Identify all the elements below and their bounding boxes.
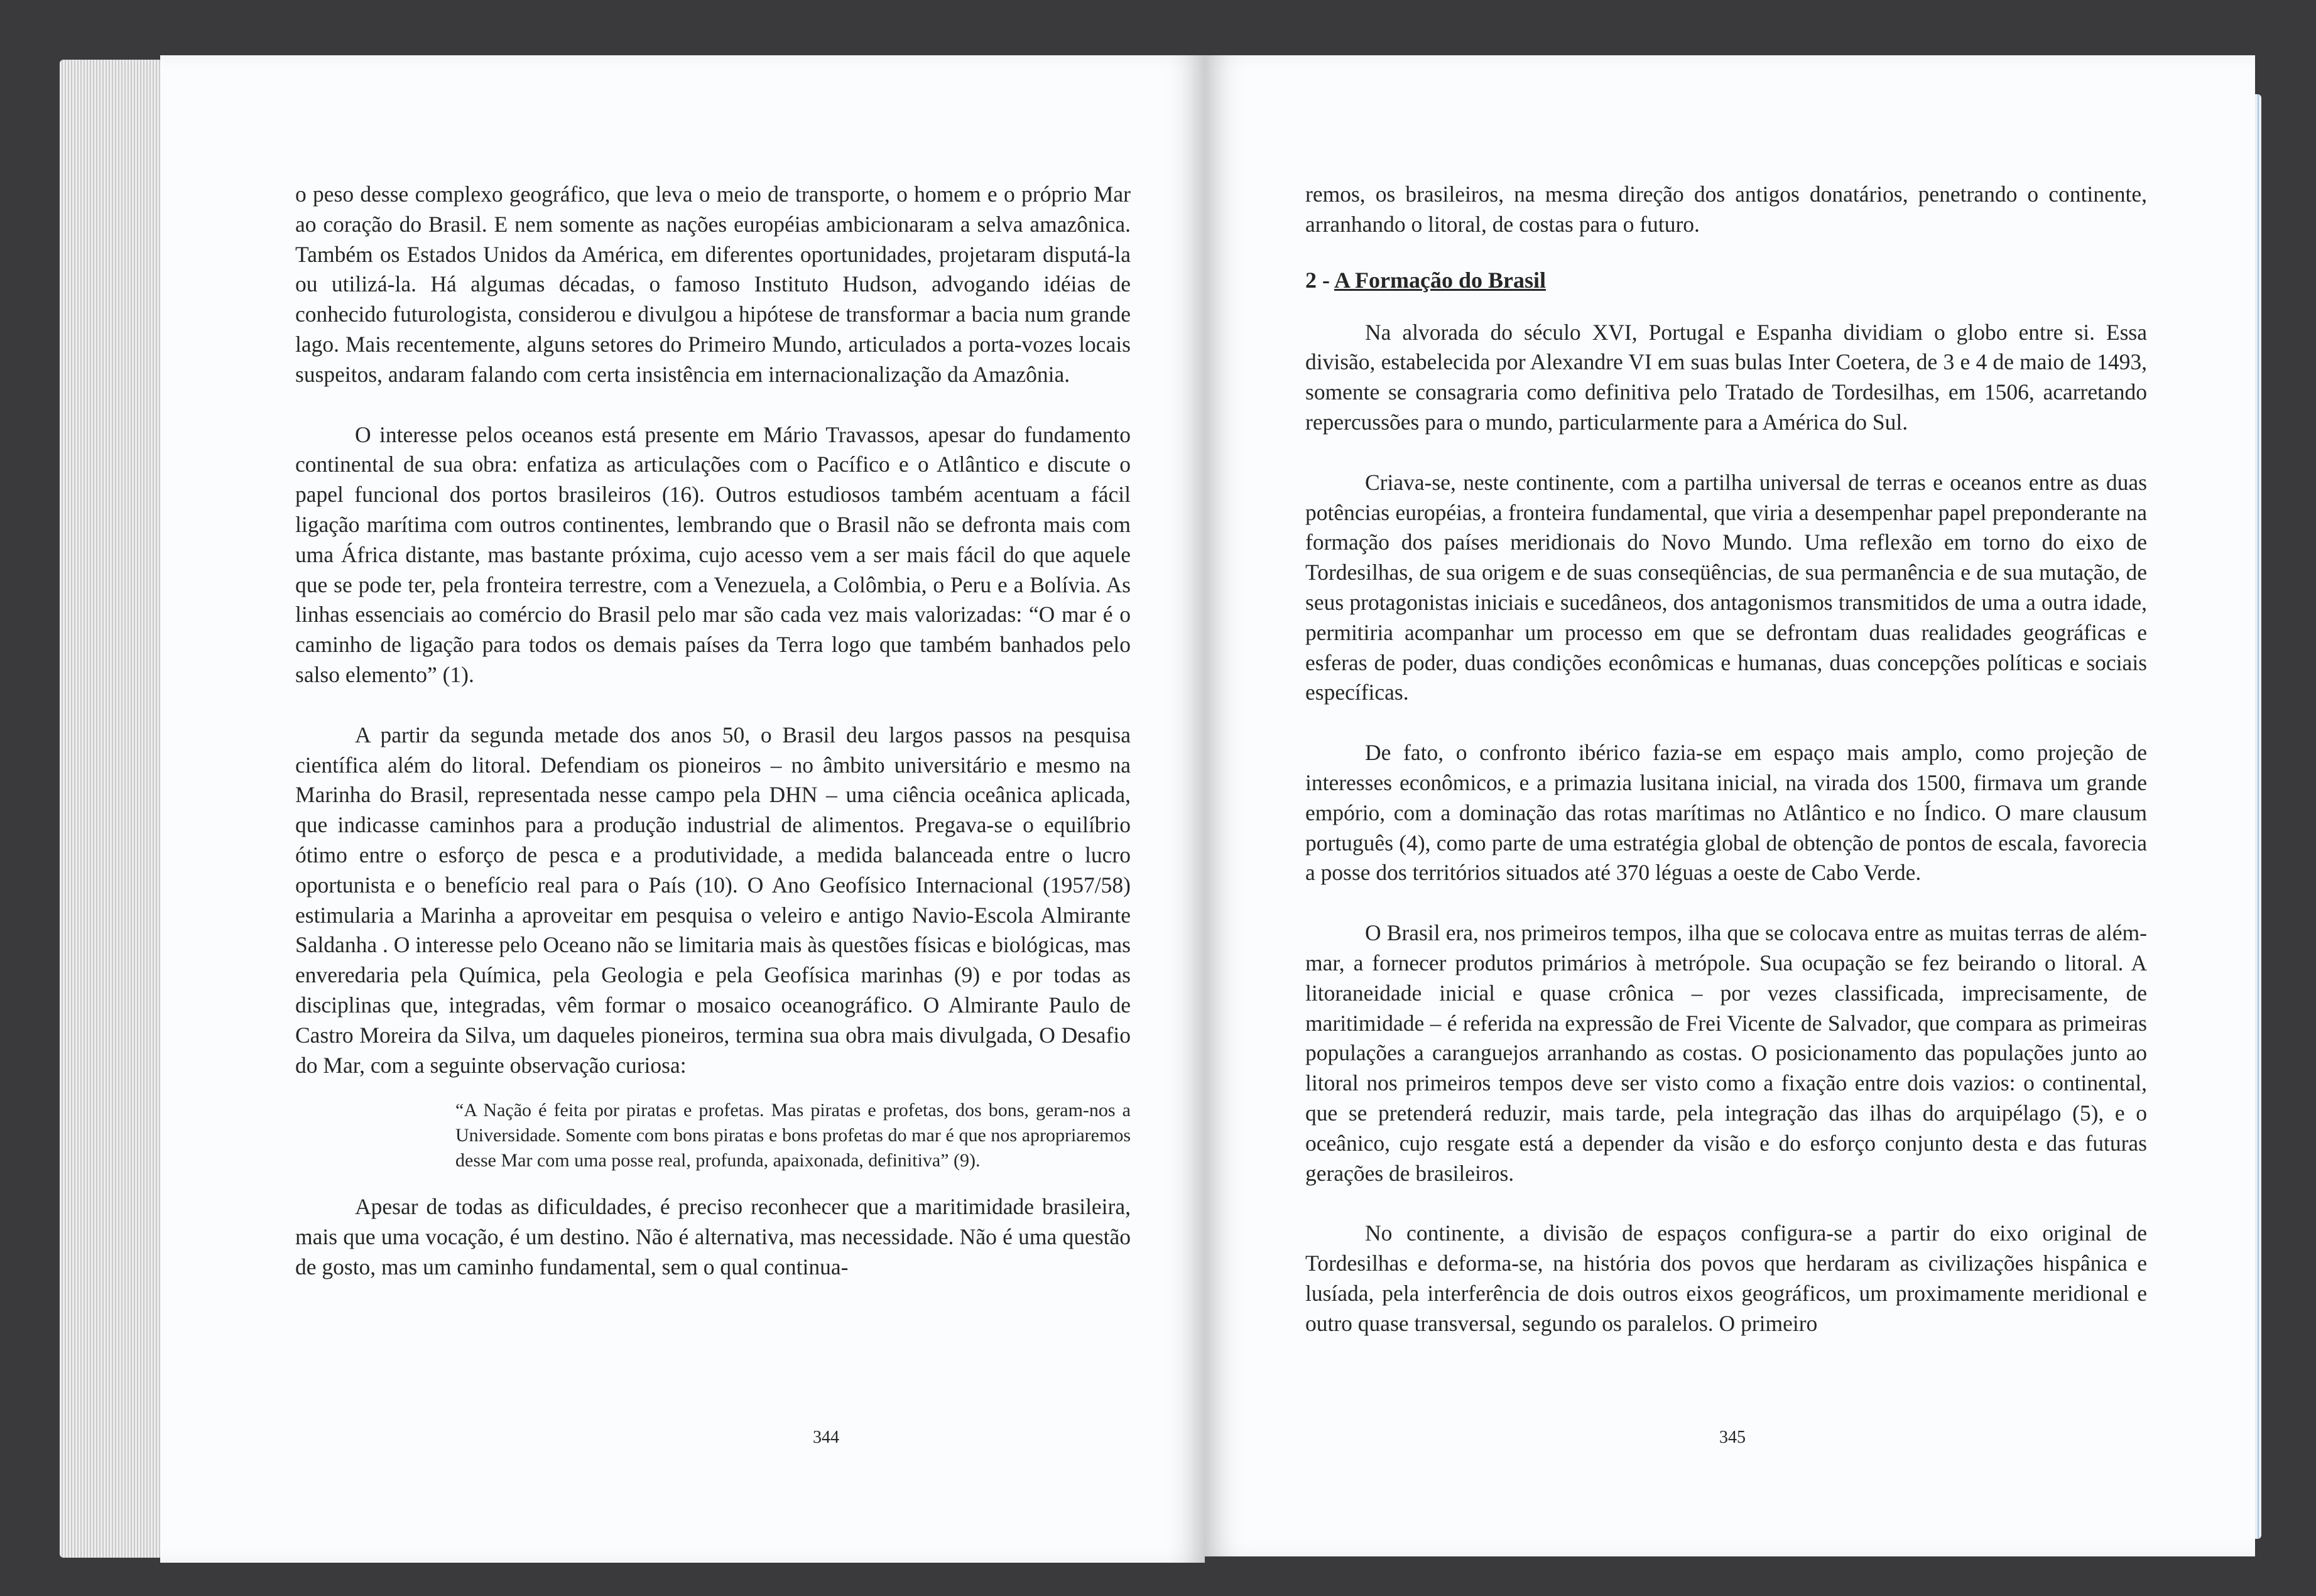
paragraph: Apesar de todas as dificuldades, é preciso reconhecer que a maritimidade brasileira, mais que uma vocação, é um destino. Não é alternativa, mas necessidade. Não é uma questão de gosto, mas um caminho fundamental, sem o qual continua- <box>295 1194 1131 1279</box>
block-quote: “A Nação é feita por piratas e profetas. Mas piratas e profetas, dos bons, geram-nos a Universidade. Somente com bons piratas e bons profetas do mar é que nos apropriaremos desse Mar com uma posse real, profunda, apaixonada, definitiva” (9). <box>455 1100 1131 1171</box>
left-text-column <box>295 180 1131 1313</box>
right-text-column <box>1305 180 2147 1369</box>
paragraph: Criava-se, neste continente, com a partilha universal de terras e oceanos entre as duas potências européias, a fronteira fundamental, que viria a desempenhar papel preponderante na formação dos países meridionais do Novo Mundo. Uma reflexão em torno do eixo de Tordesilhas, de sua origem e de suas conseqüências, de sua permanência e de sua mutação, de seus protagonistas iniciais e sucedâneos, dos antagonismos transmitidos de uma a outra idade, permitiria acompanhar um processo em que se defrontam duas realidades geográficas e esferas de poder, duas condições econômicas e humanas, duas concepções políticas e sociais específicas. <box>1305 469 2147 705</box>
paragraph: A partir da segunda metade dos anos 50, o Brasil deu largos passos na pesquisa científica além do litoral. Defendiam os pioneiros – no âmbito universitário e mesmo na Marinha do Brasil, representada nesse campo pela DHN – uma ciência oceânica aplicada, que indicasse caminhos para a produção industrial de alimentos. Pregava-se o equilíbrio ótimo entre o esforço de pesca e a produtividade, a medida balanceada entre o lucro oportunista e o benefício real para o País (10). O Ano Geofísico Internacional (1957/58) estimularia a Marinha a aproveitar em pesquisa o veleiro e antigo Navio-Escola Almirante Saldanha . O interesse pelo Oceano não se limitaria mais às questões físicas e biológicas, mas enveredaria pela Química, pela Geologia e pela Geofísica marinhas (9) e por todas as disciplinas que, integradas, vêm formar o mosaico oceanográfico. O Almirante Paulo de Castro Moreira da Silva, um daqueles pioneiros, termina sua obra mais divulgada, O Desafio do Mar, com a seguinte observação curiosa: <box>295 722 1131 1078</box>
paragraph: No continente, a divisão de espaços configura-se a partir do eixo original de Tordesilhas e deforma-se, na história dos povos que herdaram as civilizações hispânica e lusíada, pela interferência de dois outros eixos geográficos, um proximamente meridional e outro quase transversal, segundo os paralelos. O primeiro <box>1305 1220 2147 1336</box>
paragraph: O interesse pelos oceanos está presente em Mário Travassos, apesar do fundamento continental de sua obra: enfatiza as articulações com o Pacífico e o Atlântico e discute o papel funcional dos portos brasileiros (16). Outros estudiosos também acentuam a fácil ligação marítima com outros continentes, lembrando que o Brasil não se defronta mais com uma África distante, mas bastante próxima, cujo acesso vem a ser mais fácil do que aquele que se pode ter, pela fronteira terrestre, com a Venezuela, a Colômbia, o Peru e a Bolívia. As linhas essenciais ao comércio do Brasil pelo mar são cada vez mais valorizadas: “O mar é o caminho de ligação para todos os demais países da Terra logo que também banhados pelo salso elemento” (1). <box>295 421 1131 687</box>
right-page <box>1205 55 2255 1556</box>
section-title: A Formação do Brasil <box>1334 267 1546 293</box>
paragraph: De fato, o confronto ibérico fazia-se em espaço mais amplo, como projeção de interesses econômicos, e a primazia lusitana inicial, na virada dos 1500, firmava um grande empório, com a dominação das rotas marítimas no Atlântico e no Índico. O mare clausum português (4), como parte de uma estratégia global de obtenção de pontos de escala, favorecia a posse dos territórios situados até 370 léguas a oeste de Cabo Verde. <box>1305 740 2147 886</box>
left-page-edges <box>60 60 173 1558</box>
paragraph: O Brasil era, nos primeiros tempos, ilha que se colocava entre as muitas terras de além-mar, a fornecer produtos primários à metrópole. Sua ocupação se fez beirando o litoral. A litoraneidade inicial e quase crônica – por vezes classificada, imprecisamente, de maritimidade – é referida na expressão de Frei Vicente de Salvador, que compara as primeiras populações a caranguejos arranhando as costas. O posicionamento das populações junto ao litoral nos primeiros tempos deve ser visto como a fixação entre dois vazios: o continental, que se pretenderá reduzir, mais tarde, pela integração das ilhas do arquipélago (5), e o oceânico, cujo resgate está a depender da visão e do esforço conjunto desta e das futuras gerações de brasileiros. <box>1305 920 2147 1186</box>
left-page <box>160 55 1205 1563</box>
page-number: 345 <box>1719 1428 1746 1447</box>
paragraph: o peso desse complexo geográfico, que leva o meio de transporte, o homem e o próprio Mar ao coração do Brasil. E nem somente as nações européias ambicionaram a selva amazônica. Também os Estados Unidos da América, em diferentes oportunidades, projetaram disputá-la ou utilizá-la. Há algumas décadas, o famoso Instituto Hudson, advogando idéias de conhecido futurologista, considerou e divulgou a hipótese de transformar a bacia num grande lago. Mais recentemente, alguns setores do Primeiro Mundo, articulados a porta-vozes locais suspeitos, andaram falando com certa insistência em internacionalização da Amazônia. <box>295 182 1131 387</box>
page-number: 344 <box>813 1428 839 1447</box>
paragraph: remos, os brasileiros, na mesma direção dos antigos donatários, penetrando o continente, arranhando o litoral, de costas para o futuro. <box>1305 182 2147 237</box>
paragraph: Na alvorada do século XVI, Portugal e Espanha dividiam o globo entre si. Essa divisão, estabelecida por Alexandre VI em suas bulas Inter Coetera, de 3 e 4 de maio de 1493, somente se consagraria como definitiva pelo Tratado de Tordesilhas, em 1506, acarretando repercussões para o mundo, particularmente para a América do Sul. <box>1305 319 2147 435</box>
section-number: 2 - <box>1305 267 1335 293</box>
section-heading <box>1305 265 2147 295</box>
